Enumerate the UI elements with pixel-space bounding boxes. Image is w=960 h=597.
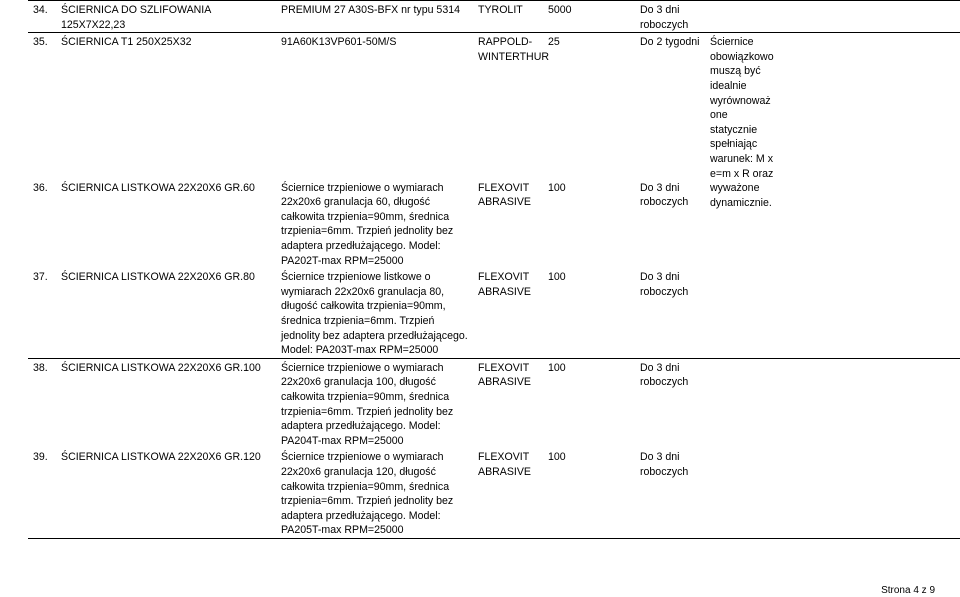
item-quantity: 25 — [543, 33, 635, 179]
item-quantity: 100 — [543, 448, 635, 538]
item-number: 35. — [33, 36, 48, 49]
item-name: ŚCIERNICA LISTKOWA 22X20X6 GR.80 — [61, 271, 255, 284]
item-note — [705, 448, 960, 538]
item-note — [705, 33, 960, 269]
item-quantity: 100 — [543, 358, 635, 448]
table-row — [28, 448, 960, 538]
table-row — [28, 33, 960, 179]
item-name-cell — [28, 1, 276, 33]
item-delivery-time: Do 3 dni roboczych — [640, 271, 689, 298]
table-row — [28, 268, 960, 358]
item-delivery-time: Do 3 dni roboczych — [635, 1, 705, 33]
item-delivery-time: Do 3 dni roboczych — [640, 181, 689, 209]
item-delivery-time: Do 3 dni roboczych — [635, 448, 705, 538]
item-name: ŚCIERNICA DO SZLIFOWANIA 125X7X22,23 — [61, 4, 211, 31]
item-producer: RAPPOLD-WINTERTHUR — [473, 33, 543, 179]
item-description: 91A60K13VP601-50M/S — [276, 33, 473, 179]
item-note — [705, 1, 960, 33]
item-description: Ściernice trzpieniowe o wymiarach 22x20x6 granulacja 100, długość całkowita trzpienia=90mm, średnica trzpienia=6mm. Trzpień jednolity bez adaptera przedłużającego. Model: PA204T-max RPM=25000 — [276, 358, 473, 448]
item-description: Ściernice trzpieniowe listkowe o wymiarach 22x20x6 granulacja 80, długość całkowita trzpienia=90mm, średnica trzpienia=6mm. Trzpień jednolity bez adaptera przedłużającego. Model: PA203T-max RPM=25000 — [281, 271, 468, 357]
item-name: ŚCIERNICA LISTKOWA 22X20X6 GR.60 — [61, 181, 255, 194]
page-number: Strona 4 z 9 — [881, 585, 935, 596]
balance-requirement-note: Ściernice obowiązkowo muszą być idealnie wyrównoważ one statycznie spełniając warunek: M x e=m x R oraz wyważone dynamicznie. — [710, 36, 774, 209]
table-row — [28, 358, 960, 448]
item-producer: TYROLIT — [473, 1, 543, 33]
item-delivery-time: Do 2 tygodni — [635, 33, 705, 179]
item-name: ŚCIERNICA LISTKOWA 22X20X6 GR.100 — [61, 361, 261, 374]
item-name-cell — [28, 33, 276, 179]
item-note — [705, 358, 960, 448]
item-producer: FLEXOVIT ABRASIVE — [478, 181, 531, 209]
item-name-cell — [28, 179, 276, 269]
item-quantity: 100 — [548, 271, 566, 284]
item-description: PREMIUM 27 A30S-BFX nr typu 5314 — [276, 1, 473, 33]
item-producer: FLEXOVIT ABRASIVE — [473, 358, 543, 448]
item-producer: FLEXOVIT ABRASIVE — [478, 271, 531, 298]
item-name: ŚCIERNICA LISTKOWA 22X20X6 GR.120 — [61, 451, 261, 464]
item-name-cell — [28, 448, 276, 538]
item-number: 38. — [33, 361, 48, 374]
item-number: 37. — [33, 271, 48, 284]
item-number: 39. — [33, 451, 48, 464]
item-description: Ściernice trzpieniowe o wymiarach 22x20x6 granulacja 60, długość całkowita trzpienia=90mm, średnica trzpienia=6mm. Trzpień jednolity bez adaptera przedłużającego. Model: PA202T-max RPM=25000 — [281, 181, 454, 267]
item-quantity: 100 — [548, 181, 566, 194]
product-table — [28, 0, 960, 539]
item-name-cell — [28, 268, 276, 358]
item-number: 34. — [33, 4, 48, 16]
item-producer: FLEXOVIT ABRASIVE — [473, 448, 543, 538]
item-description: Ściernice trzpieniowe o wymiarach 22x20x6 granulacja 120, długość całkowita trzpienia=90mm, średnica trzpienia=6mm. Trzpień jednolity bez adaptera przedłużającego. Model: PA205T-max RPM=25000 — [276, 448, 473, 538]
item-note — [705, 268, 960, 358]
item-quantity: 5000 — [543, 1, 635, 33]
item-name: ŚCIERNICA T1 250X25X32 — [61, 36, 192, 49]
item-delivery-time: Do 3 dni roboczych — [635, 358, 705, 448]
item-name-cell — [28, 358, 276, 448]
table-row — [28, 1, 960, 33]
item-number: 36. — [33, 181, 48, 194]
